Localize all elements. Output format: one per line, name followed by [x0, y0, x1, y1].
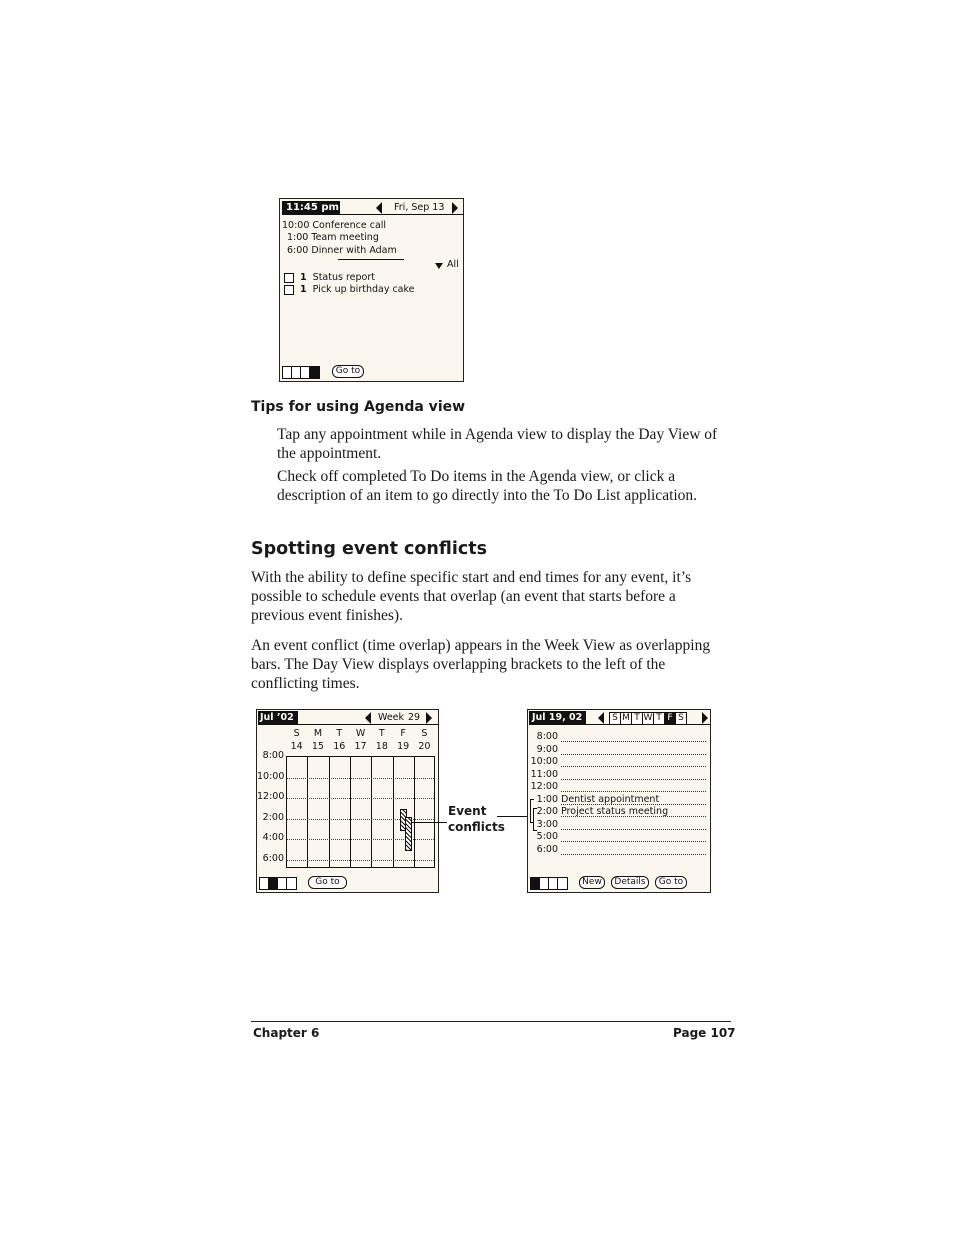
day-time-row[interactable] [528, 756, 708, 768]
week-column-divider [414, 757, 415, 867]
week-column-divider [371, 757, 372, 867]
appointment-row[interactable] [287, 245, 397, 256]
goto-button[interactable]: Go to [308, 876, 347, 889]
week-day-date[interactable]: 19 [397, 741, 410, 752]
day-time-row[interactable] [528, 844, 708, 856]
appointment-title: Team meeting [311, 232, 379, 243]
details-button[interactable]: Details [611, 876, 649, 889]
day-row-line [561, 854, 706, 855]
appointment-time: 10:00 [282, 220, 310, 231]
view-selector[interactable] [282, 366, 320, 379]
week-time-label: 12:00 [257, 791, 285, 802]
day-selector-1[interactable]: M [620, 712, 632, 725]
day-time-label: 12:00 [530, 781, 558, 792]
appointment-row[interactable] [282, 220, 386, 231]
month-view-icon[interactable] [301, 367, 310, 378]
day-time-label: 3:00 [536, 818, 558, 830]
week-day-date[interactable]: 17 [354, 741, 367, 752]
footer-chapter: Chapter 6 [253, 1026, 320, 1040]
week-month: Jul ’02 [258, 711, 298, 725]
agenda-date: Fri, Sep 13 [394, 202, 445, 213]
day-row-line [561, 791, 706, 792]
divider [338, 259, 404, 260]
day-event-title[interactable]: Project status meeting [561, 806, 669, 817]
day-time-label: 2:00 [536, 806, 558, 817]
day-selector-2[interactable]: T [631, 712, 643, 725]
next-day-arrow-icon[interactable] [452, 202, 458, 214]
month-view-icon[interactable] [278, 878, 287, 889]
body-paragraph: With the ability to define specific start and end times for any event, it’s possible to schedule events that overlap (an event that starts before a previous event finishes). [251, 569, 692, 624]
week-day-letter: S [421, 728, 428, 739]
week-view-icon[interactable] [269, 878, 278, 889]
appointment-title: Dinner with Adam [311, 245, 397, 256]
callout-line: Event [448, 804, 487, 818]
week-number: 29 [408, 712, 421, 723]
todo-priority: 1 [300, 272, 307, 283]
day-time-row[interactable] [528, 794, 708, 806]
callout-leader-line [411, 822, 447, 823]
day-row-line [561, 779, 706, 780]
tip-paragraph: Check off completed To Do items in the Agenda view, or click a description of an item to go directly into the To Do List application. [277, 468, 698, 504]
agenda-time: 11:45 pm [282, 201, 340, 215]
appointment-row[interactable] [287, 232, 379, 243]
week-day-letter: F [400, 728, 406, 739]
week-grid[interactable] [286, 756, 435, 868]
category-filter[interactable]: All [447, 259, 459, 270]
week-column-divider [329, 757, 330, 867]
day-selector-5[interactable]: F [664, 712, 676, 725]
view-selector[interactable] [259, 877, 297, 890]
day-time-row[interactable] [528, 731, 708, 743]
appointment-time: 6:00 [287, 245, 309, 256]
prev-day-arrow-icon[interactable] [376, 202, 382, 214]
footer-rule [251, 1021, 731, 1022]
day-date: Jul 19, 02 [529, 711, 586, 725]
agenda-view-screenshot [279, 198, 464, 382]
agenda-view-icon[interactable] [287, 878, 296, 889]
week-column-divider [307, 757, 308, 867]
week-day-date[interactable]: 14 [290, 741, 303, 752]
day-of-week-selector[interactable] [610, 712, 687, 725]
todo-title: Pick up birthday cake [312, 284, 415, 295]
month-view-icon[interactable] [549, 878, 558, 889]
day-view-icon[interactable] [260, 878, 269, 889]
agenda-view-icon[interactable] [558, 878, 567, 889]
callout-leader-line [497, 816, 530, 817]
day-selector-4[interactable]: T [653, 712, 665, 725]
todo-checkbox[interactable] [284, 273, 294, 283]
week-day-letter: T [378, 728, 385, 739]
day-time-label: 5:00 [536, 831, 558, 842]
week-time-label: 4:00 [262, 832, 284, 843]
next-week-arrow-icon[interactable] [426, 712, 432, 724]
day-row-line [561, 841, 706, 842]
week-view-icon[interactable] [540, 878, 549, 889]
week-time-label: 6:00 [262, 852, 284, 864]
week-time-label: 10:00 [257, 770, 285, 782]
category-dropdown-icon[interactable] [435, 263, 443, 269]
day-view-screenshot [527, 709, 711, 893]
goto-button[interactable]: Go to [655, 876, 687, 889]
day-time-label: 9:00 [536, 743, 558, 755]
appointment-title: Conference call [312, 220, 387, 231]
day-view-icon[interactable] [531, 878, 540, 889]
next-week-arrow-icon[interactable] [702, 712, 708, 724]
day-time-row[interactable] [528, 744, 708, 756]
footer-page: Page 107 [673, 1026, 736, 1040]
week-time-label: 2:00 [262, 811, 284, 823]
todo-checkbox[interactable] [284, 285, 294, 295]
day-selector-0[interactable]: S [609, 712, 621, 725]
day-event-title[interactable]: Dentist appointment [561, 793, 660, 805]
day-row-line [561, 766, 706, 767]
week-day-letter: S [293, 728, 300, 739]
day-row-line [561, 741, 706, 742]
week-day-date[interactable]: 18 [375, 741, 388, 752]
conflict-bracket [533, 808, 537, 831]
week-time-label: 8:00 [262, 750, 284, 761]
week-day-date[interactable]: 20 [418, 741, 431, 752]
week-hour-line [287, 778, 434, 779]
day-time-row[interactable] [528, 819, 708, 831]
day-selector-3[interactable]: W [643, 713, 653, 723]
todo-priority: 1 [300, 284, 307, 295]
day-selector-6[interactable]: S [675, 712, 687, 725]
week-day-date[interactable]: 16 [333, 741, 346, 752]
day-row-line [561, 829, 706, 830]
week-day-date[interactable]: 15 [311, 741, 324, 752]
day-time-label: 11:00 [530, 768, 558, 780]
day-time-row[interactable] [528, 769, 708, 781]
new-button[interactable]: New [579, 876, 605, 889]
day-time-label: 1:00 [536, 793, 558, 805]
goto-button[interactable]: Go to [332, 365, 364, 378]
callout-line: conflicts [448, 820, 505, 834]
todo-title: Status report [312, 272, 375, 283]
view-selector[interactable] [530, 877, 568, 890]
week-hour-line [287, 798, 434, 799]
day-row-line [561, 754, 706, 755]
week-hour-line [287, 860, 434, 861]
day-time-label: 8:00 [536, 731, 558, 742]
week-day-letter: M [313, 728, 323, 739]
week-view-screenshot [256, 709, 439, 893]
day-view-icon[interactable] [283, 367, 292, 378]
week-day-letter: W [355, 728, 366, 739]
todo-item[interactable] [284, 284, 415, 295]
tips-heading: Tips for using Agenda view [251, 399, 466, 415]
week-column-divider [350, 757, 351, 867]
day-time-row[interactable] [528, 781, 708, 793]
prev-week-arrow-icon[interactable] [598, 712, 604, 724]
week-view-icon[interactable] [292, 367, 301, 378]
week-label: Week [378, 712, 405, 723]
week-column-divider [393, 757, 394, 867]
section-heading: Spotting event conflicts [251, 539, 488, 559]
week-day-letter: T [336, 728, 343, 739]
day-time-row[interactable] [528, 831, 708, 843]
body-paragraph: An event conflict (time overlap) appears in the Week View as overlapping bars. The Day View displays overlapping brackets to the left of the conflicting times. [251, 637, 711, 692]
appointment-time: 1:00 [287, 232, 309, 243]
prev-week-arrow-icon[interactable] [365, 712, 371, 724]
day-time-label: 10:00 [530, 756, 558, 767]
agenda-view-icon[interactable] [310, 367, 319, 378]
callout-label [448, 803, 505, 835]
day-time-label: 6:00 [536, 843, 558, 855]
tip-paragraph: Tap any appointment while in Agenda view to display the Day View of the appointment. [277, 426, 718, 462]
todo-item[interactable] [284, 272, 375, 283]
day-time-row[interactable] [528, 806, 708, 818]
